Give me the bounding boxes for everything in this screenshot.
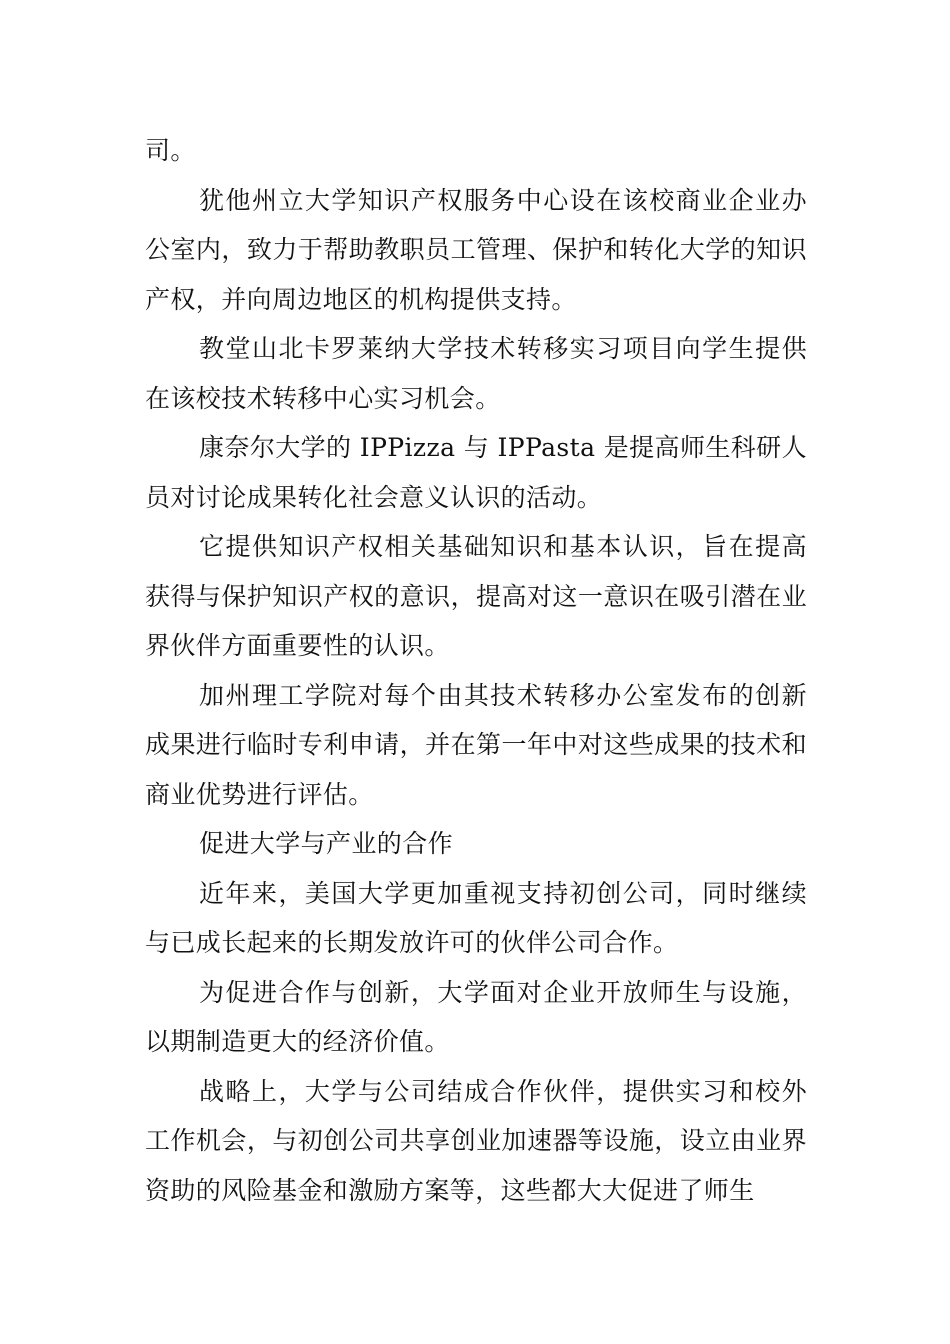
paragraph-caltech: 加州理工学院对每个由其技术转移办公室发布的创新成果进行临时专利申请，并在第一年中对这些成果的技术和商业优势进行评估。 (145, 680, 807, 809)
paragraph-open-facilities: 为促进合作与创新，大学面对企业开放师生与设施，以期制造更大的经济价值。 (145, 977, 807, 1056)
document-page (145, 126, 807, 1215)
paragraph-startups: 近年来，美国大学更加重视支持初创公司，同时继续与已成长起来的长期发放许可的伙伴公司合作。 (145, 878, 807, 957)
paragraph-utah-state: 犹他州立大学知识产权服务中心设在该校商业企业办公室内，致力于帮助教职员工管理、保护和转化大学的知识产权，并向周边地区的机构提供支持。 (145, 185, 807, 314)
paragraph-continuation: 司。 (145, 136, 196, 165)
section-heading: 促进大学与产业的合作 (199, 829, 454, 858)
paragraph-cornell: 康奈尔大学的 IPPizza 与 IPPasta 是提高师生科研人员对讨论成果转化社会意义认识的活动。 (145, 433, 807, 512)
paragraph-unc: 教堂山北卡罗莱纳大学技术转移实习项目向学生提供在该校技术转移中心实习机会。 (145, 334, 807, 413)
paragraph-strategy: 战略上，大学与公司结成合作伙伴，提供实习和校外工作机会，与初创公司共享创业加速器等设施，设立由业界资助的风险基金和激励方案等，这些都大大促进了师生 (145, 1076, 807, 1205)
paragraph-ip-awareness: 它提供知识产权相关基础知识和基本认识，旨在提高获得与保护知识产权的意识，提高对这一意识在吸引潜在业界伙伴方面重要性的认识。 (145, 532, 807, 660)
